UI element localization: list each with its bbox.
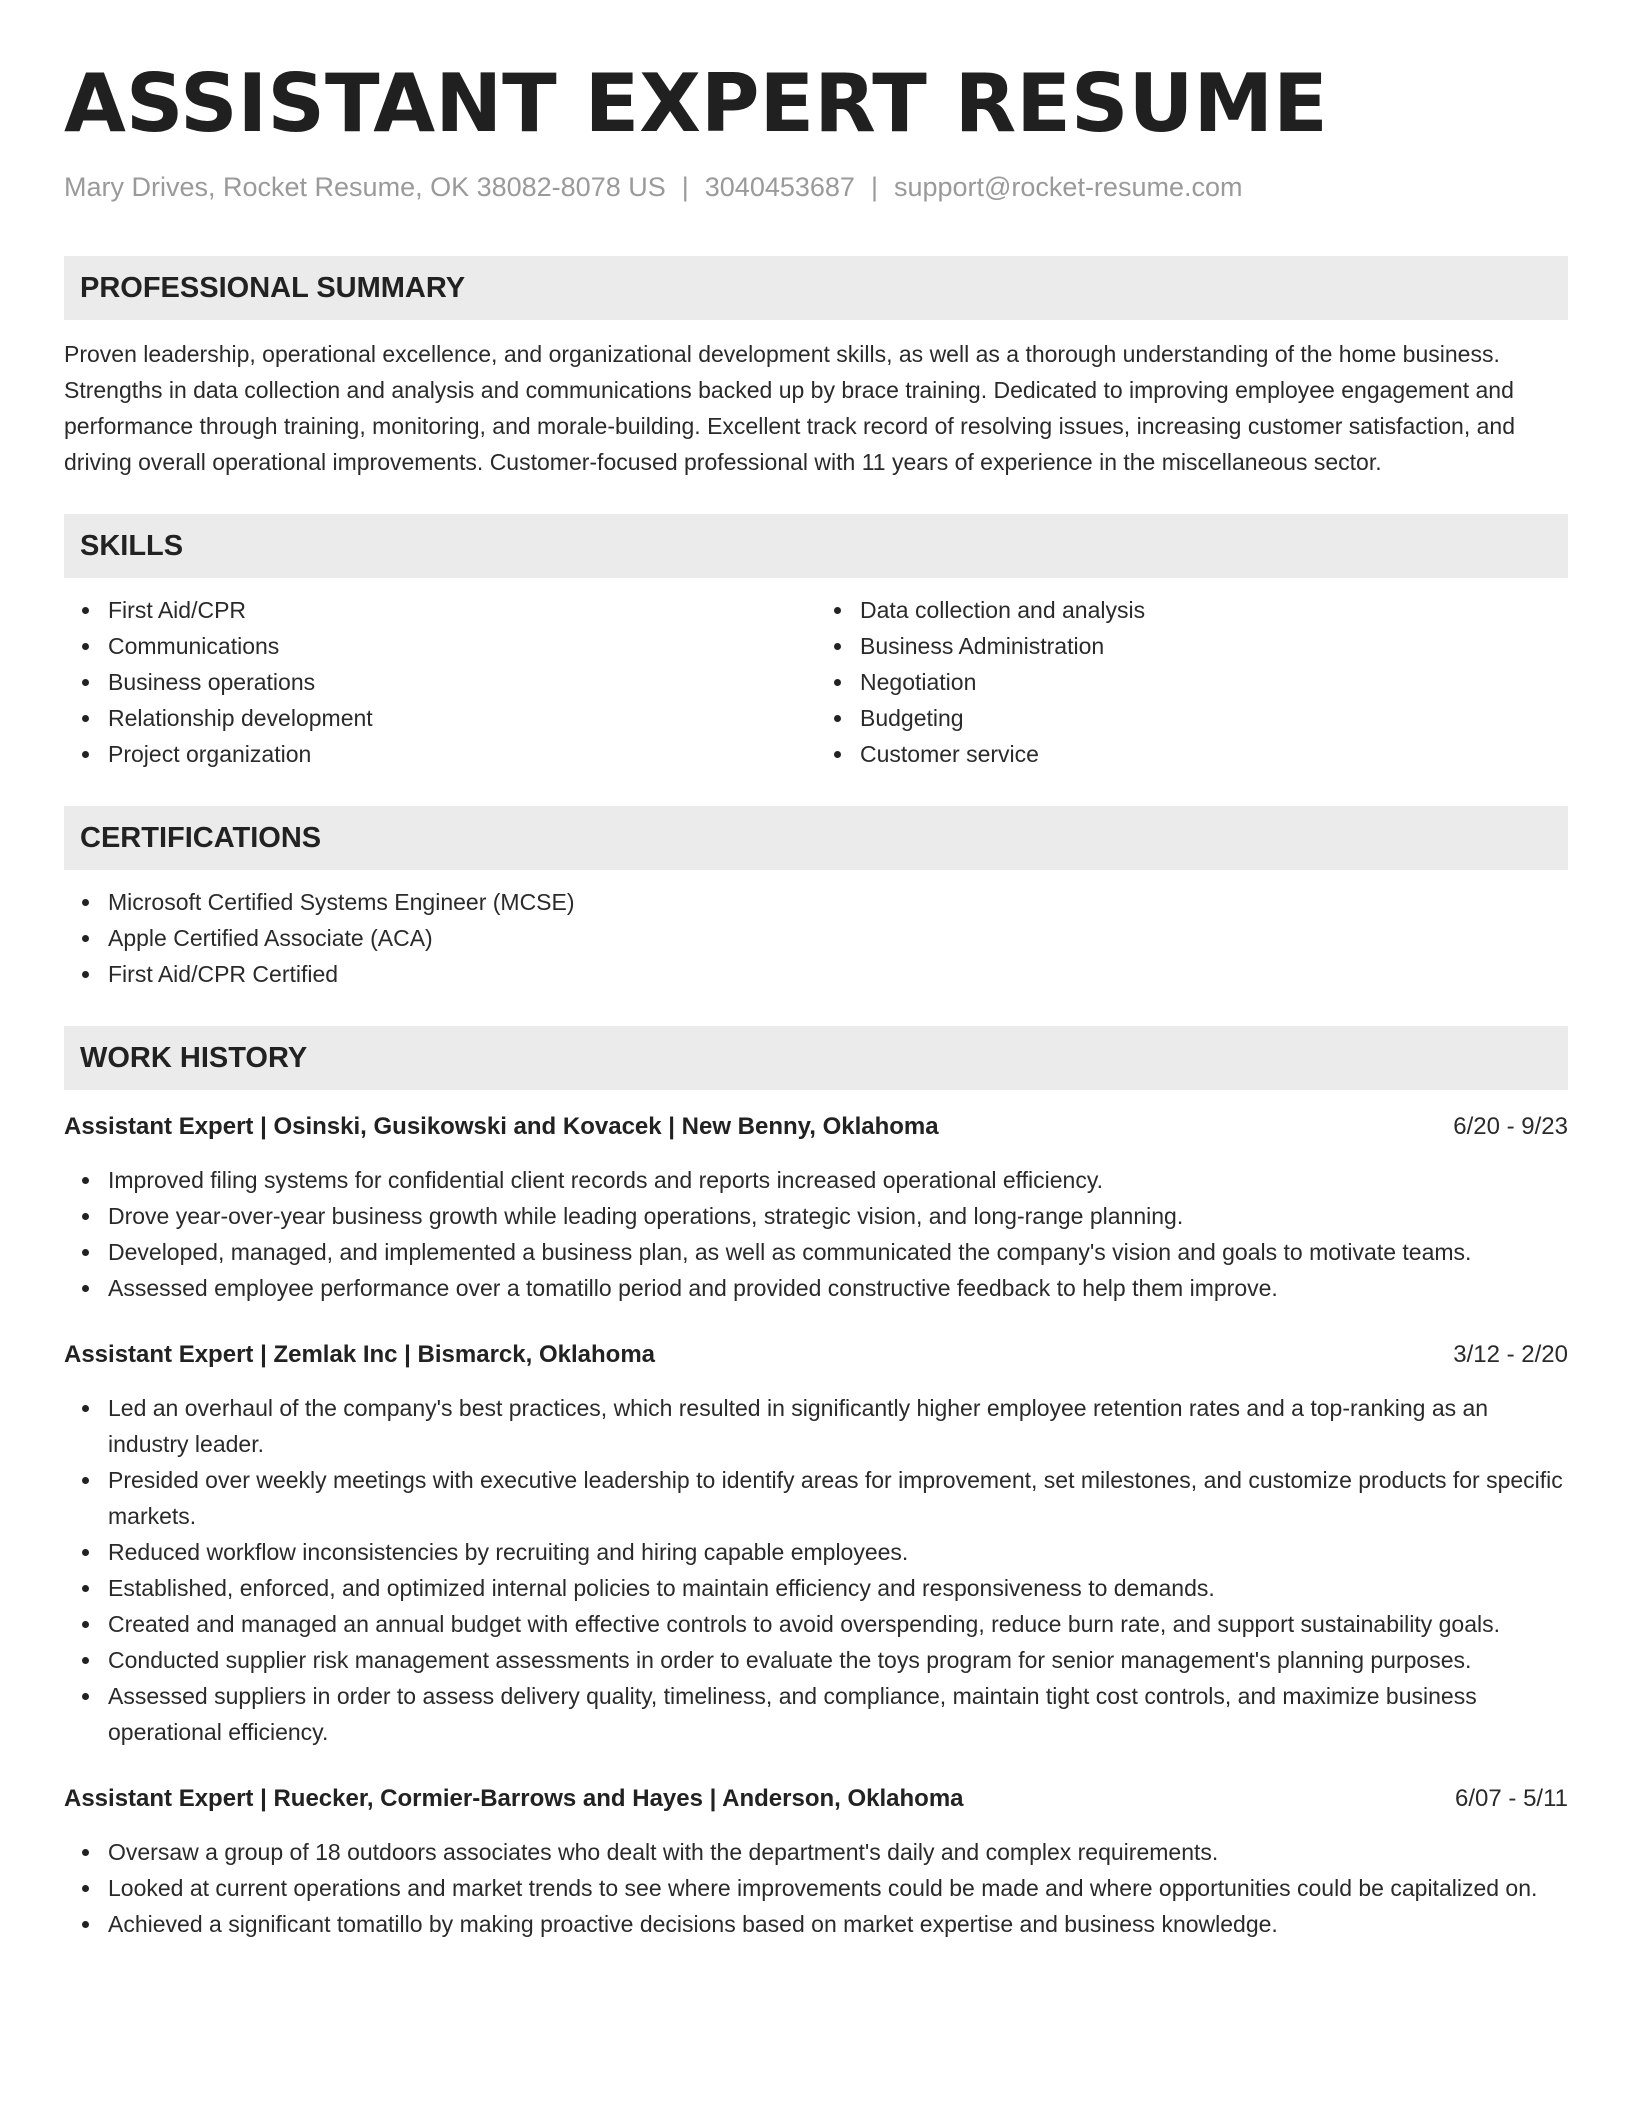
certifications-list	[64, 884, 1568, 992]
job-bullet: Created and managed an annual budget with effective controls to avoid overspending, reduce burn rate, and support sustainability goals.	[108, 1606, 1568, 1642]
job-bullet: Drove year-over-year business growth while leading operations, strategic vision, and long-range planning.	[108, 1198, 1568, 1234]
skills-list-left	[64, 592, 816, 772]
skill-item: Negotiation	[860, 664, 1568, 700]
job-bullet: Assessed employee performance over a tomatillo period and provided constructive feedback to help them improve.	[108, 1270, 1568, 1306]
job-title: Assistant Expert | Osinski, Gusikowski and Kovacek | New Benny, Oklahoma	[64, 1113, 939, 1140]
skill-item: Business Administration	[860, 628, 1568, 664]
job-bullet: Developed, managed, and implemented a business plan, as well as communicated the company's vision and goals to motivate teams.	[108, 1234, 1568, 1270]
job-bullet: Looked at current operations and market trends to see where improvements could be made and where opportunities could be capitalized on.	[108, 1870, 1568, 1906]
job-bullets	[64, 1834, 1568, 1942]
job-bullet: Assessed suppliers in order to assess delivery quality, timeliness, and compliance, maintain tight cost controls, and maximize business operational efficiency.	[108, 1678, 1568, 1750]
certifications-heading: CERTIFICATIONS	[64, 806, 1568, 870]
skills-list-right	[816, 592, 1568, 772]
job-bullet: Established, enforced, and optimized internal policies to maintain efficiency and responsiveness to demands.	[108, 1570, 1568, 1606]
contact-separator: |	[870, 172, 878, 202]
contact-line	[64, 170, 1568, 204]
job-bullet: Achieved a significant tomatillo by making proactive decisions based on market expertise and business knowledge.	[108, 1906, 1568, 1942]
summary-text: Proven leadership, operational excellence, and organizational development skills, as well as a thorough understanding of the home business. Strengths in data collection and analysis and communications backed up by brace training. Dedicated to improving employee engagement and performance through training, monitoring, and morale-building. Excellent track record of resolving issues, increasing customer satisfaction, and driving overall operational improvements. Customer-focused professional with 11 years of experience in the miscellaneous sector.	[64, 341, 1515, 475]
job-bullet: Presided over weekly meetings with executive leadership to identify areas for improvement, set milestones, and customize products for specific markets.	[108, 1462, 1568, 1534]
certification-item: First Aid/CPR Certified	[108, 956, 1568, 992]
skills-heading: SKILLS	[64, 514, 1568, 578]
job-bullet: Oversaw a group of 18 outdoors associates who dealt with the department's daily and complex requirements.	[108, 1834, 1568, 1870]
skill-item: Data collection and analysis	[860, 592, 1568, 628]
skill-item: First Aid/CPR	[108, 592, 816, 628]
certification-item: Apple Certified Associate (ACA)	[108, 920, 1568, 956]
skill-item: Business operations	[108, 664, 816, 700]
job-bullet: Conducted supplier risk management assessments in order to evaluate the toys program for senior management's planning purposes.	[108, 1642, 1568, 1678]
job-bullet: Led an overhaul of the company's best practices, which resulted in significantly higher employee retention rates and a top-ranking as an industry leader.	[108, 1390, 1568, 1462]
job-header	[64, 1110, 1568, 1144]
job-bullet: Reduced workflow inconsistencies by recruiting and hiring capable employees.	[108, 1534, 1568, 1570]
job-entry	[64, 1338, 1568, 1750]
summary-heading: PROFESSIONAL SUMMARY	[64, 256, 1568, 320]
job-dates: 3/12 - 2/20	[1453, 1341, 1568, 1368]
job-bullet: Improved filing systems for confidential client records and reports increased operational efficiency.	[108, 1162, 1568, 1198]
job-entry	[64, 1110, 1568, 1306]
job-header	[64, 1782, 1568, 1816]
skill-item: Budgeting	[860, 700, 1568, 736]
job-bullets	[64, 1162, 1568, 1306]
contact-separator: |	[681, 172, 689, 202]
certification-item: Microsoft Certified Systems Engineer (MCSE)	[108, 884, 1568, 920]
job-entry	[64, 1782, 1568, 1942]
work-history-heading: WORK HISTORY	[64, 1026, 1568, 1090]
skill-item: Relationship development	[108, 700, 816, 736]
contact-email: support@rocket-resume.com	[893, 172, 1243, 202]
job-title: Assistant Expert | Zemlak Inc | Bismarck, Oklahoma	[64, 1341, 655, 1368]
job-dates: 6/07 - 5/11	[1455, 1785, 1568, 1812]
skill-item: Communications	[108, 628, 816, 664]
job-header	[64, 1338, 1568, 1372]
contact-address: Mary Drives, Rocket Resume, OK 38082-8078 US	[64, 172, 666, 202]
job-title: Assistant Expert | Ruecker, Cormier-Barrows and Hayes | Anderson, Oklahoma	[64, 1785, 964, 1812]
job-bullets	[64, 1390, 1568, 1750]
job-dates: 6/20 - 9/23	[1453, 1113, 1568, 1140]
skill-item: Customer service	[860, 736, 1568, 772]
skills-columns	[64, 592, 1568, 772]
resume-title: ASSISTANT EXPERT RESUME	[64, 57, 1328, 150]
skill-item: Project organization	[108, 736, 816, 772]
contact-phone: 3040453687	[704, 172, 855, 202]
